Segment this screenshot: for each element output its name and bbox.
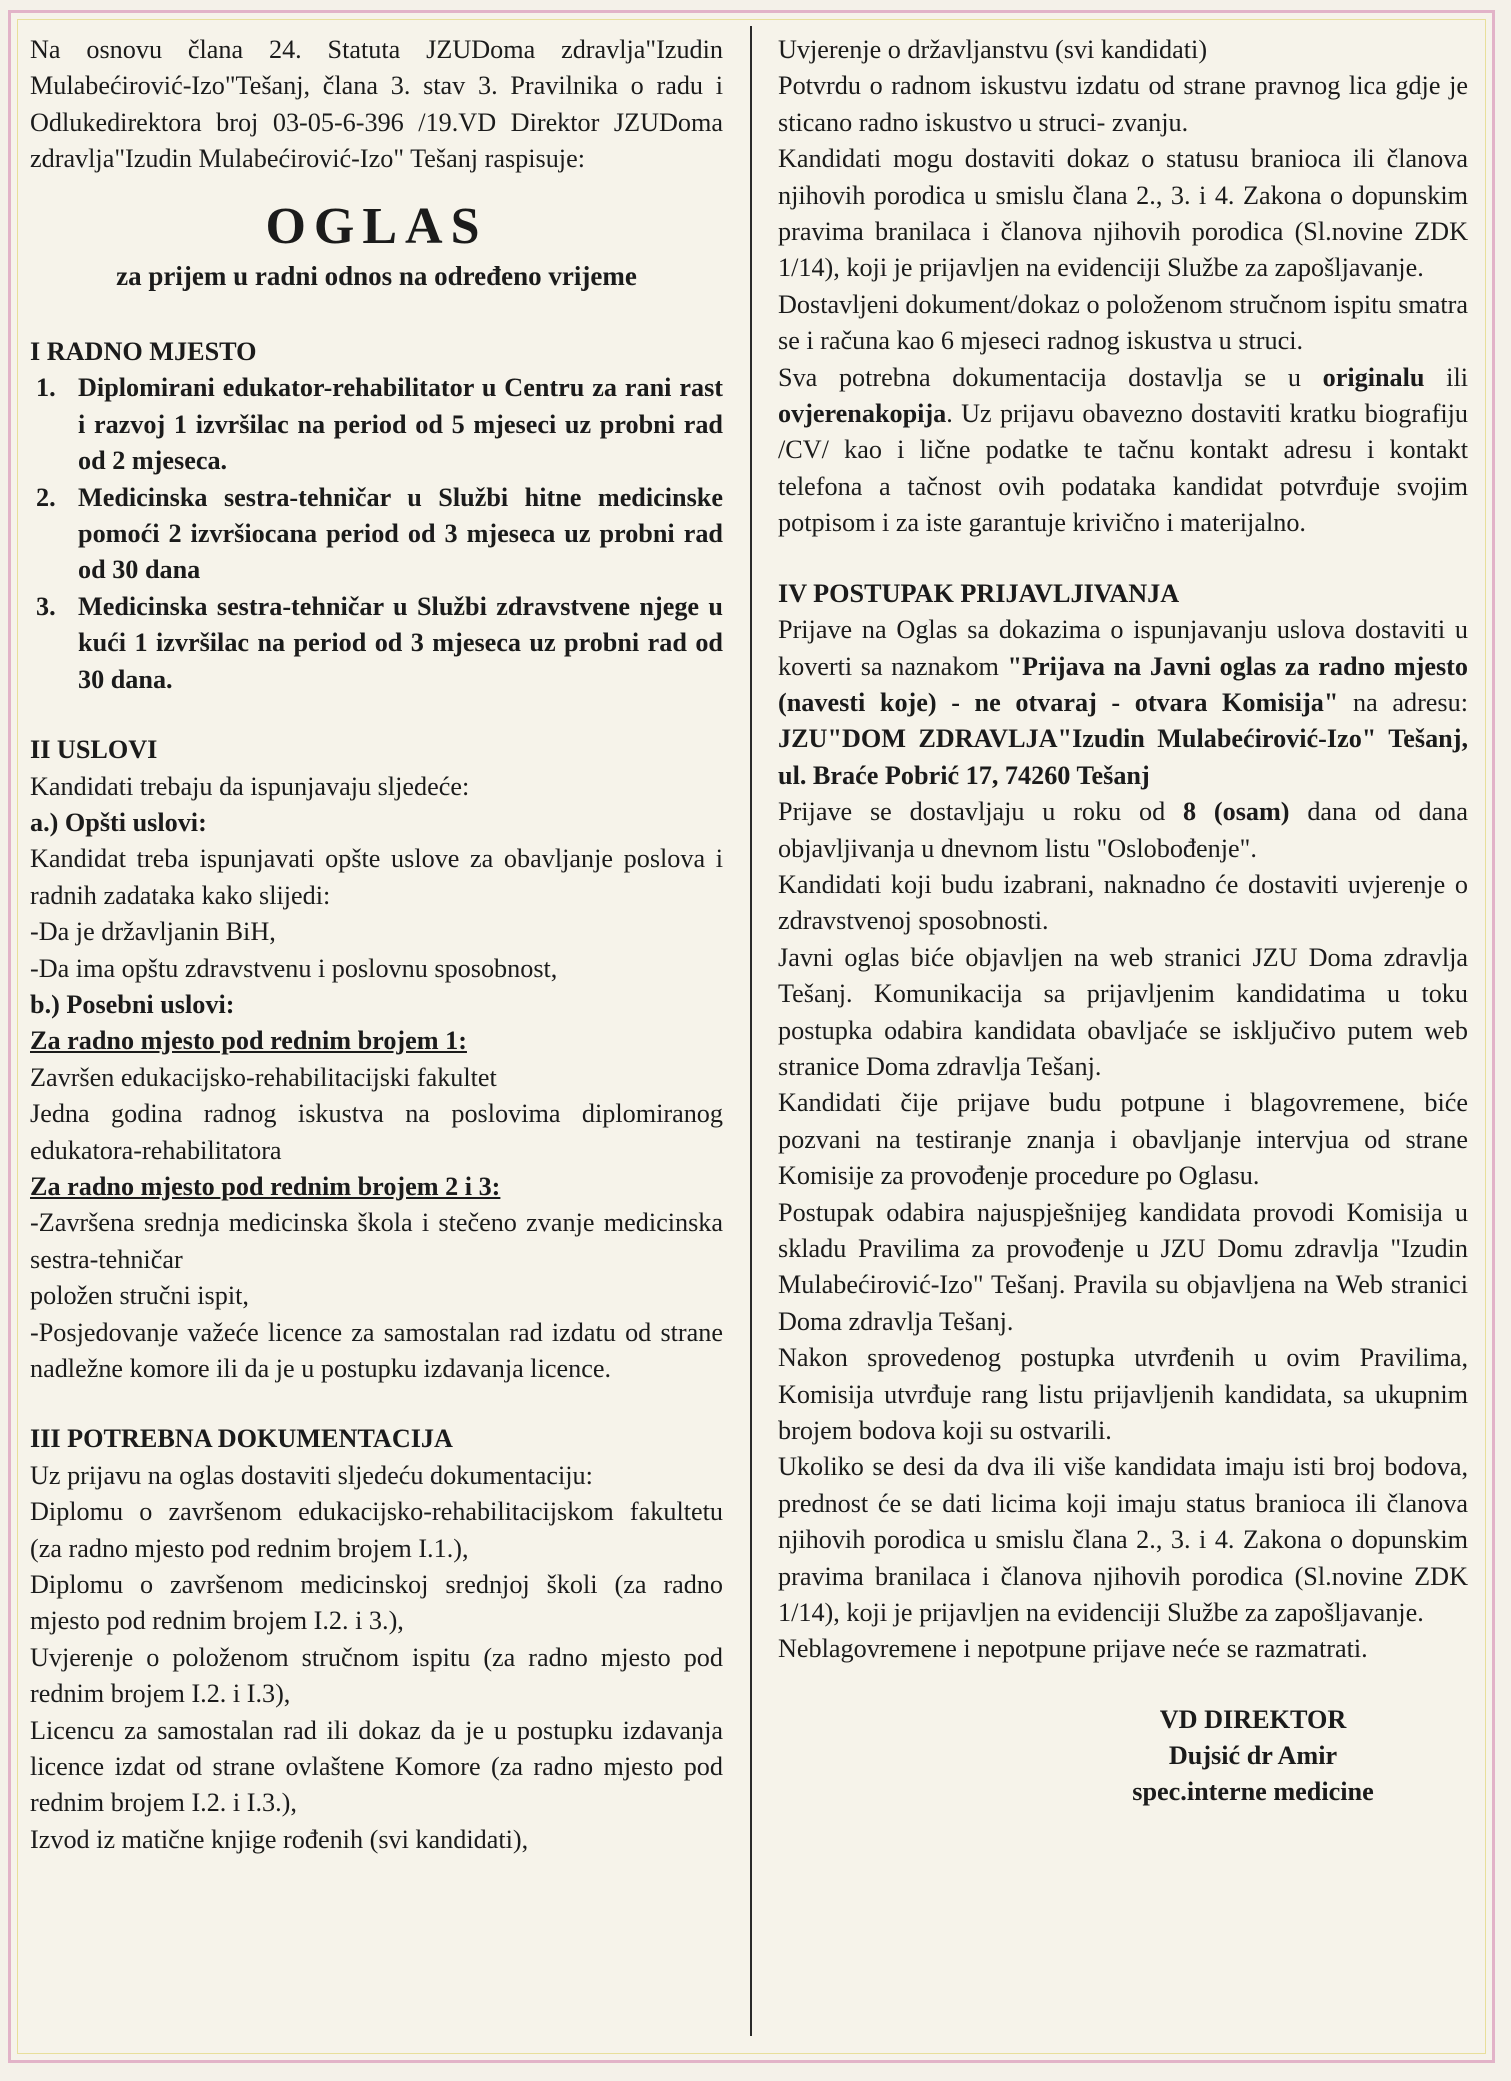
- job1-condition-item: Jedna godina radnog iskustva na poslovima diplomiranog edukatora-rehabilitatora: [30, 1099, 723, 1165]
- envelope-label: "Prijava na Javni oglas za radno mjesto (navesti koje) - ne otvaraj - otvara Komisija": [778, 651, 1468, 717]
- general-condition-item: -Da ima opštu zdravstvenu i poslovnu sposobnost,: [30, 953, 558, 983]
- emphasis-ovjerena-kopija: ovjerenakopija: [778, 399, 947, 429]
- job-number: 1.: [36, 373, 56, 403]
- section-heading-postupak: IV POSTUPAK PRIJAVLJIVANJA: [778, 578, 1180, 608]
- intro-paragraph: Na osnovu člana 24. Statuta JZUDoma zdravlja"Izudin Mulabećirović-Izo"Tešanj, člana 3. stav 3. Pravilnika o radu i Odlukedirektora broj 03-05-6-396 /19.VD Direktor JZUDoma zdravlja"Izudin Mulabećirović-Izo" Tešanj raspisuje:: [30, 35, 723, 174]
- job-text: Medicinska sestra-tehničar u Službi hitne medicinske pomoći 2 izvršiocana period od 3 mjeseca uz probni rad od 30 dana: [78, 482, 723, 585]
- procedure-paragraph: Neblagovremene i nepotpune prijave neće se razmatrati.: [778, 1634, 1368, 1664]
- postal-address: JZU"DOM ZDRAVLJA"Izudin Mulabećirović-Izo" Tešanj, ul. Braće Pobrić 17, 74260 Tešanj: [778, 724, 1468, 790]
- document-item: Uz prijavu na oglas dostaviti sljedeću dokumentaciju:: [30, 1460, 593, 1490]
- section-heading-dokumentacija: III POTREBNA DOKUMENTACIJA: [30, 1424, 453, 1454]
- signature-name: Dujsić dr Amir: [1168, 1740, 1338, 1770]
- job-text: Diplomirani edukator-rehabilitator u Centru za rani rast i razvoj 1 izvršilac na period od 5 mjeseci uz probni rad od 2 mjeseca.: [78, 373, 723, 476]
- job-item-2: [30, 480, 723, 589]
- job1-conditions-heading: Za radno mjesto pod rednim brojem 1:: [30, 1026, 467, 1056]
- text-run: na adresu:: [1338, 687, 1468, 717]
- application-address-paragraph: [778, 612, 1468, 794]
- document-item: Uvjerenje o položenom stručnom ispitu (za radno mjesto pod rednim brojem I.2. i I.3),: [30, 1642, 723, 1709]
- job-text: Medicinska sestra-tehničar u Službi zdravstvene njege u kući 1 izvršilac na period od 3 mjeseca uz probni rad od 30 dana.: [78, 591, 723, 694]
- procedure-paragraph: Javni oglas biće objavljen na web stranici JZU Doma zdravlja Tešanj. Komunikacija sa prijavljenim kandidatima u toku postupka odabira kandidata obavljaće se isključivo putem web stranice Doma zdravlja Tešanj.: [778, 942, 1468, 1081]
- text-run: dana od dana objavljivanja u dnevnom listu "Oslobođenje".: [778, 797, 1468, 863]
- text-run: Prijave na Oglas sa dokazima o ispunjavanju uslova dostaviti u koverti sa naznakom: [778, 615, 1468, 681]
- text-run: . Uz prijavu obavezno dostaviti kratku biografiju /CV/ kao i lične podatke te tačnu kontakt adresu i kontakt telefona a tačnost ovih podataka kandidat potvrđuje svojim potpisom i za iste garantuje krivično i materijalno.: [778, 399, 1468, 538]
- special-conditions-heading: b.) Posebni uslovi:: [30, 989, 235, 1019]
- signature-block: [1038, 1702, 1468, 1810]
- job-number: 2.: [36, 482, 56, 512]
- text-run: ili: [1424, 362, 1469, 392]
- text-run: Sva potrebna dokumentacija dostavlja se u: [778, 362, 1323, 392]
- general-conditions-heading: a.) Opšti uslovi:: [30, 807, 207, 837]
- document-subtitle: za prijem u radni odnos na određeno vrijeme: [116, 260, 637, 291]
- job23-condition-item: -Završena srednja medicinska škola i stečeno zvanje medicinska sestra-tehničar: [30, 1208, 723, 1274]
- general-condition-item: -Da je državljanin BiH,: [30, 917, 276, 947]
- signature-role: VD DIREKTOR: [1159, 1704, 1347, 1734]
- procedure-paragraph: Kandidati čije prijave budu potpune i blagovremene, biće pozvani na testiranje znanja i obavljanje intervjua od strane Komisije za provođenje procedure po Oglasu.: [778, 1088, 1468, 1191]
- uslovi-intro: Kandidati trebaju da ispunjavaju sljedeće:: [30, 771, 470, 801]
- procedure-paragraph: Ukoliko se desi da dva ili više kandidata imaju isti broj bodova, prednost će se dati licima koji imaju status branioca ili članova njihovih porodica u smislu člana 2., 3. i 4. Zakona o dopunskim pravima branilaca i članova njihovih porodica (Sl.novine ZDK 1/14), koji je prijavljen na evidenciji Službe za zapošljavanje.: [778, 1452, 1468, 1628]
- exam-experience-note: Dostavljeni dokument/dokaz o položenom stručnom ispitu smatra se i računa kao 6 mjeseci radnog iskustva u struci.: [778, 289, 1468, 356]
- job23-condition-item: -Posjedovanje važeće licence za samostalan rad izdatu od strane nadležne komore ili da je u postupku izdavanja licence.: [30, 1317, 723, 1383]
- emphasis-originalu: originalu: [1322, 362, 1425, 392]
- section-heading-radno-mjesto: I RADNO MJESTO: [30, 337, 257, 367]
- section-heading-uslovi: II USLOVI: [30, 735, 158, 765]
- general-conditions-text: Kandidat treba ispunjavati opšte uslove za obavljanje poslova i radnih zadataka kako slijedi:: [30, 844, 723, 910]
- text-run: Prijave se dostavljaju u roku od: [778, 797, 1183, 827]
- document-item: Licencu za samostalan rad ili dokaz da je u postupku izdavanja licence izdat od strane ovlaštene Komore (za radno mjesto pod rednim brojem I.2. i I.3.),: [30, 1715, 723, 1818]
- document-item: Potvrdu o radnom iskustvu izdatu od strane pravnog lica gdje je sticano radno iskustvo u struci- zvanju.: [778, 71, 1468, 137]
- deadline-paragraph: [778, 794, 1468, 867]
- document-item: Diplomu o završenom medicinskoj srednjoj školi (za radno mjesto pod rednim brojem I.2. i 3.),: [30, 1570, 723, 1636]
- procedure-paragraph: Postupak odabira najuspješnijeg kandidata provodi Komisija u skladu Pravilima za provođenje u JZU Domu zdravlja "Izudin Mulabećirović-Izo" Tešanj. Pravila su objavljena na Web stranici Doma zdravlja Tešanj.: [778, 1197, 1468, 1336]
- job23-conditions-heading: Za radno mjesto pod rednim brojem 2 i 3:: [30, 1171, 501, 1201]
- document-item: Uvjerenje o državljanstvu (svi kandidati): [778, 35, 1208, 64]
- document-item: Diplomu o završenom edukacijsko-rehabilitacijskom fakultetu (za radno mjesto pod rednim brojem I.1.),: [30, 1497, 723, 1563]
- document-item: Izvod iz matične knjige rođenih (svi kandidati),: [30, 1824, 529, 1854]
- job-list: [30, 370, 723, 698]
- job23-condition-item: položen stručni ispit,: [30, 1281, 249, 1311]
- job-item-3: [30, 589, 723, 698]
- original-docs-paragraph: [778, 360, 1468, 542]
- procedure-paragraph: Nakon sprovedenog postupka utvrđenih u ovim Pravilima, Komisija utvrđuje rang listu prijavljenih kandidata, sa ukupnim brojem bodova koji su ostvarili.: [778, 1343, 1468, 1446]
- document-title: OGLAS: [265, 197, 488, 255]
- procedure-paragraph: Kandidati koji budu izabrani, naknadno će dostaviti uvjerenje o zdravstvenoj sposobnosti.: [778, 869, 1468, 936]
- veteran-status-note: Kandidati mogu dostaviti dokaz o statusu branioca ili članova njihovih porodica u smislu člana 2., 3. i 4. Zakona o dopunskim pravima branilaca i članova njihovih porodica (Sl.novine ZDK 1/14), koji je prijavljen na evidenciji Službe za zapošljavanje.: [778, 144, 1468, 283]
- job1-condition-item: Završen edukacijsko-rehabilitacijski fakultet: [30, 1062, 497, 1092]
- left-column: [30, 32, 723, 1858]
- job-number: 3.: [36, 591, 56, 621]
- job-item-1: [30, 370, 723, 479]
- column-divider: [750, 26, 752, 2036]
- right-column: [778, 32, 1468, 1810]
- signature-specialty: spec.interne medicine: [1132, 1776, 1374, 1806]
- deadline-days: 8 (osam): [1183, 797, 1290, 827]
